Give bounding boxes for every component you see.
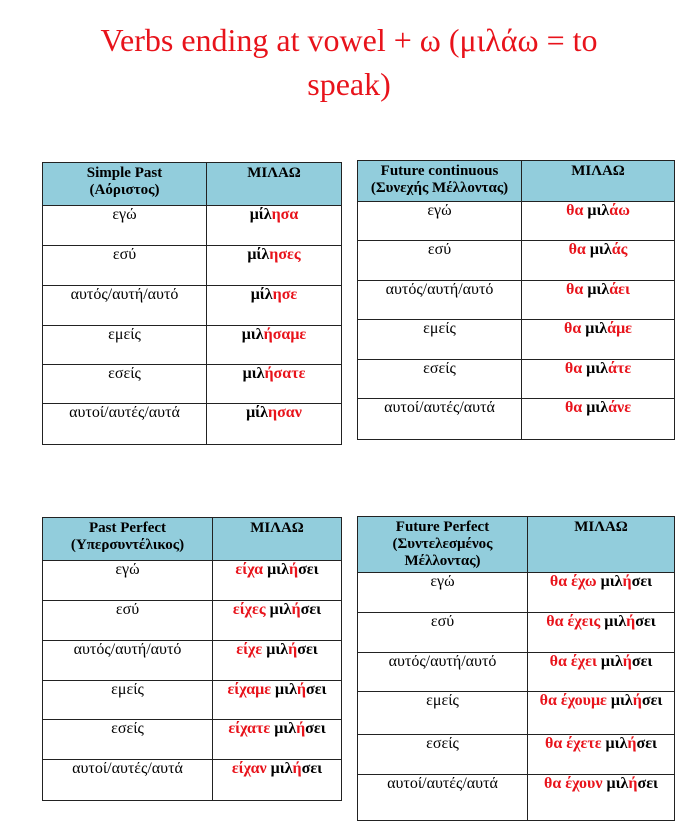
verb-form-part: άει (609, 281, 630, 298)
verb-form-cell (213, 760, 342, 801)
verb-form-part: θα (568, 241, 590, 258)
verb-form-part: μιλ (274, 720, 297, 737)
verb-form-part: άτε (608, 360, 632, 377)
verb-form-part: σει (305, 720, 326, 737)
verb-form-part: ή (296, 720, 306, 737)
verb-form-part: μίλ (249, 206, 272, 223)
verb-form-part: ή (622, 653, 632, 670)
verb-form-part: μίλ (250, 286, 273, 303)
title-line-2: speak) (307, 66, 391, 102)
verb-form-part: μιλ (241, 326, 264, 343)
pronoun-cell: αυτοί/αυτές/αυτά (43, 404, 207, 445)
verb-form-cell (528, 775, 675, 821)
pronoun-cell: αυτοί/αυτές/αυτά (358, 775, 528, 821)
verb-form-part: ή (627, 735, 637, 752)
pronoun-cell: εσύ (43, 601, 213, 641)
simple-past-table (42, 162, 342, 445)
pronoun-cell: εμείς (43, 681, 213, 720)
verb-form-cell (522, 202, 675, 241)
verb-form-cell (207, 246, 342, 286)
pronoun-cell: αυτός/αυτή/αυτό (43, 286, 207, 326)
verb-form-part: ή (622, 573, 632, 590)
verb-form-cell (528, 735, 675, 775)
verb-form-part: είχα (235, 561, 268, 578)
verb-header: ΜΙΛΑΩ (207, 163, 342, 206)
verb-form-part: θα (564, 399, 587, 416)
verb-form-cell (528, 692, 675, 735)
verb-form-cell (528, 613, 675, 653)
verb-form-part: σει (641, 692, 663, 709)
pronoun-cell: εσύ (358, 613, 528, 653)
verb-form-part: μιλ (610, 692, 633, 709)
verb-form-part: ή (288, 641, 298, 658)
verb-form-part: ήσαμε (263, 326, 307, 343)
pronoun-cell: εσύ (358, 241, 522, 281)
verb-form-part: είχες (232, 601, 270, 618)
past-perfect-table (42, 517, 342, 801)
verb-form-part: μίλ (246, 404, 268, 421)
verb-form-part: άνε (608, 399, 632, 416)
verb-form-part: θα (566, 281, 588, 298)
pronoun-cell: αυτοί/αυτές/αυτά (43, 760, 213, 801)
verb-form-cell (207, 365, 342, 404)
verb-form-part: ή (288, 561, 299, 578)
verb-form-part: σει (301, 760, 323, 777)
future-continuous-table (357, 160, 675, 440)
verb-header: ΜΙΛΑΩ (213, 518, 342, 561)
verb-form-cell (207, 404, 342, 445)
verb-form-part: μιλ (605, 735, 628, 752)
verb-form-cell (213, 641, 342, 681)
tense-header: Future continuous (Συνεχής Μέλλοντας) (358, 161, 522, 202)
verb-form-part: θα έχει (549, 653, 601, 670)
verb-form-cell (522, 281, 675, 320)
verb-form-part: μιλ (600, 653, 623, 670)
verb-form-part: σει (631, 653, 653, 670)
verb-form-part: θα έχεις (546, 613, 605, 630)
pronoun-cell: εμείς (358, 320, 522, 360)
verb-form-cell (528, 653, 675, 692)
verb-form-part: ή (296, 681, 307, 698)
pronoun-cell: αυτός/αυτή/αυτό (358, 281, 522, 320)
verb-form-cell (522, 320, 675, 360)
verb-form-part: είχατε (228, 720, 275, 737)
verb-form-part: σει (300, 601, 322, 618)
pronoun-cell: εμείς (358, 692, 528, 735)
pronoun-cell: εσείς (43, 365, 207, 404)
verb-form-part: ή (632, 692, 642, 709)
pronoun-cell: εσύ (43, 246, 207, 286)
verb-form-part: ή (291, 601, 301, 618)
verb-form-cell (213, 601, 342, 641)
verb-form-cell (522, 360, 675, 399)
verb-form-part: ησες (269, 246, 301, 263)
pronoun-cell: εγώ (43, 561, 213, 601)
verb-form-part: μιλ (242, 365, 265, 382)
verb-form-part: μιλ (585, 320, 608, 337)
verb-form-part: ή (626, 613, 636, 630)
verb-form-cell (522, 399, 675, 440)
verb-form-part: ήσατε (264, 365, 306, 382)
pronoun-cell: εγώ (358, 573, 528, 613)
verb-form-part: ησαν (268, 404, 302, 421)
verb-form-part: θα έχουν (544, 775, 607, 792)
verb-form-part: είχαμε (227, 681, 276, 698)
pronoun-cell: εμείς (43, 326, 207, 365)
verb-form-part: μιλ (587, 281, 610, 298)
tense-header: Simple Past (Αόριστος) (43, 163, 207, 206)
pronoun-cell: αυτός/αυτή/αυτό (358, 653, 528, 692)
verb-form-part: θα έχουμε (539, 692, 611, 709)
tense-header: Future Perfect (Συντελεσμένος Μέλλοντας) (358, 517, 528, 573)
verb-form-cell (207, 326, 342, 365)
verb-form-part: θα (563, 320, 586, 337)
verb-form-part: σει (637, 775, 658, 792)
verb-form-part: σει (297, 641, 318, 658)
verb-form-part: μιλ (587, 202, 610, 219)
verb-form-cell (522, 241, 675, 281)
verb-form-part: θα (564, 360, 587, 377)
verb-form-part: μιλ (267, 561, 289, 578)
verb-form-cell (213, 720, 342, 760)
tense-header: Past Perfect (Υπερσυντέλικος) (43, 518, 213, 561)
pronoun-cell: αυτοί/αυτές/αυτά (358, 399, 522, 440)
verb-form-cell (528, 573, 675, 613)
pronoun-cell: εσείς (43, 720, 213, 760)
verb-form-part: σει (631, 573, 653, 590)
verb-form-part: είχε (236, 641, 267, 658)
verb-form-cell (207, 206, 342, 246)
verb-form-part: θα έχετε (544, 735, 606, 752)
verb-form-part: άμε (607, 320, 632, 337)
verb-form-part: σει (636, 735, 658, 752)
verb-form-part: θα έχω (549, 573, 601, 590)
verb-form-part: είχαν (231, 760, 271, 777)
verb-form-part: ή (292, 760, 302, 777)
title-line-1: Verbs ending at vowel + ω (μιλάω = to (100, 22, 598, 58)
pronoun-cell: εγώ (358, 202, 522, 241)
verb-form-part: άω (609, 202, 630, 219)
verb-header: ΜΙΛΑΩ (522, 161, 675, 202)
verb-form-part: ή (628, 775, 638, 792)
verb-form-part: μιλ (586, 399, 609, 416)
verb-header: ΜΙΛΑΩ (528, 517, 675, 573)
pronoun-cell: εγώ (43, 206, 207, 246)
verb-form-part: μιλ (606, 775, 629, 792)
verb-form-part: μιλ (586, 360, 609, 377)
verb-form-part: μιλ (266, 641, 289, 658)
verb-form-part: ησε (272, 286, 298, 303)
verb-form-part: μιλ (604, 613, 627, 630)
future-perfect-table (357, 516, 675, 821)
pronoun-cell: εσείς (358, 735, 528, 775)
verb-form-cell (213, 561, 342, 601)
verb-form-part: σει (635, 613, 656, 630)
verb-form-cell (213, 681, 342, 720)
verb-form-part: μιλ (269, 601, 292, 618)
verb-form-part: σει (306, 681, 327, 698)
verb-form-part: μιλ (275, 681, 297, 698)
verb-form-part: μιλ (270, 760, 293, 777)
verb-form-part: ησα (271, 206, 299, 223)
page-title (0, 18, 698, 106)
verb-form-part: άς (611, 241, 628, 258)
verb-form-part: σει (298, 561, 319, 578)
verb-form-part: μίλ (247, 246, 270, 263)
verb-form-cell (207, 286, 342, 326)
verb-form-part: μιλ (589, 241, 612, 258)
verb-form-part: θα (566, 202, 588, 219)
pronoun-cell: εσείς (358, 360, 522, 399)
pronoun-cell: αυτός/αυτή/αυτό (43, 641, 213, 681)
verb-form-part: μιλ (600, 573, 623, 590)
